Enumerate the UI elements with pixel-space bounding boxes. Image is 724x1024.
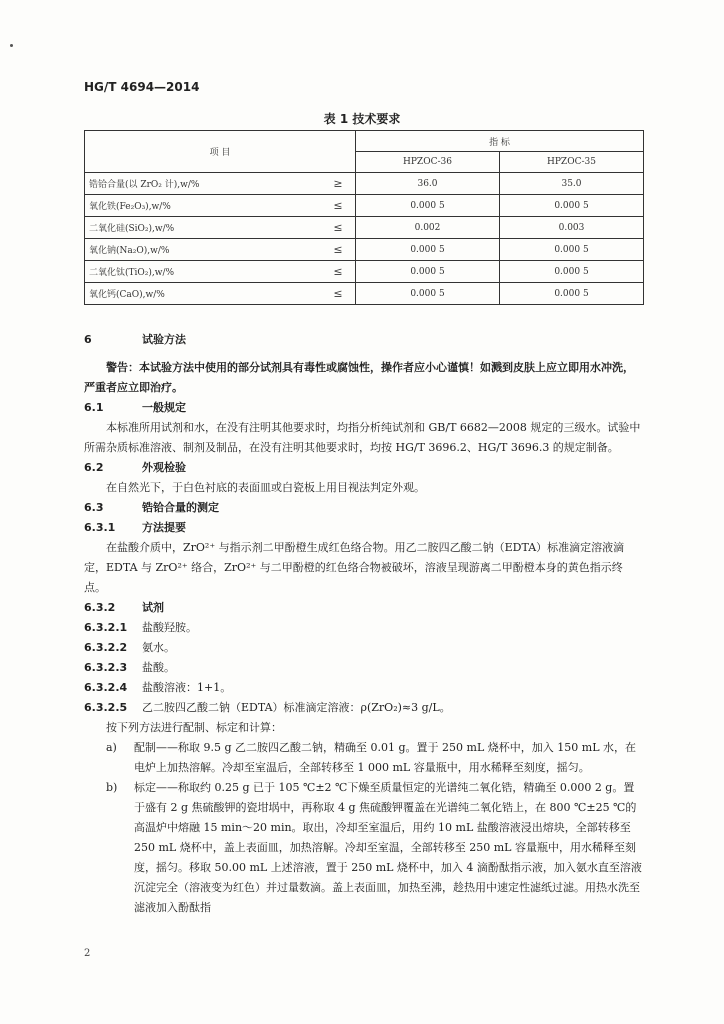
- table-header-item: 项 目: [85, 131, 356, 173]
- section-6-heading: [84, 330, 644, 350]
- row-symbol: ≤: [321, 261, 356, 283]
- row-value: 0.000 5: [356, 261, 500, 283]
- reagent-text: 乙二胺四乙酸二钠（EDTA）标准滴定溶液：ρ(ZrO₂)≈3 g/L。: [142, 701, 451, 714]
- section-6-1-text: 本标准所用试剂和水，在没有注明其他要求时，均指分析纯试剂和 GB/T 6682—2008 规定的三级水。试验中所需杂质标准溶液、制剂及制品，在没有注明其他要求时，均按 HG/T 3696.2、HG/T 3696.3 的规定制备。: [84, 421, 641, 454]
- row-value: 0.003: [500, 217, 644, 239]
- reagent-text: 盐酸羟胺。: [142, 621, 197, 634]
- table-row: [85, 217, 644, 239]
- row-name: 氧化铁(Fe₂O₃),w/%: [85, 195, 322, 217]
- row-symbol: ≤: [321, 217, 356, 239]
- row-name: 氧化钠(Na₂O),w/%: [85, 239, 322, 261]
- section-6-2-heading: [84, 458, 644, 478]
- section-title: 方法提要: [142, 521, 186, 534]
- section-number: 6.3: [84, 501, 104, 514]
- section-number: 6.2: [84, 461, 104, 474]
- table-row: [85, 239, 644, 261]
- page-number: 2: [84, 948, 91, 959]
- section-number: 6.3.1: [84, 521, 116, 534]
- row-value: 0.000 5: [500, 195, 644, 217]
- item-text: 配制——称取 9.5 g 乙二胺四乙酸二钠，精确至 0.01 g。置于 250 mL 烧杯中，加入 150 mL 水，在电炉上加热溶解。冷却至室温后，全部转移至 1 000 mL 容量瓶中，用水稀释至刻度，摇匀。: [134, 741, 636, 774]
- section-title: 锆铪合量的测定: [142, 501, 219, 514]
- section-number: 6.3.2.5: [84, 701, 128, 714]
- row-value: 0.000 5: [500, 261, 644, 283]
- section-6-3-1-text: 在盐酸介质中，ZrO²⁺ 与指示剂二甲酚橙生成红色络合物。用乙二胺四乙酸二钠（EDTA）标准滴定溶液滴定，EDTA 与 ZrO²⁺ 络合，ZrO²⁺ 与二甲酚橙的红色络合物被破坏，溶液呈现游离二甲酚橙本身的黄色指示终点。: [84, 541, 625, 594]
- scan-speck: [10, 44, 13, 47]
- row-symbol: ≥: [321, 173, 356, 195]
- table-title: 表 1 技术要求: [323, 112, 401, 126]
- section-number: 6.3.2.4: [84, 681, 128, 694]
- procedure-intro: 按下列方法进行配制、标定和计算：: [106, 721, 282, 734]
- row-value: 0.000 5: [356, 239, 500, 261]
- section-number: 6: [84, 333, 92, 346]
- row-name: 二氧化钛(TiO₂),w/%: [85, 261, 322, 283]
- item-text: 标定——称取约 0.25 g 已于 105 ℃±2 ℃下燥至质量恒定的光谱纯二氧化锆，精确至 0.000 2 g。置于盛有 2 g 焦硫酸钾的瓷坩埚中，再称取 4 g 焦硫酸钾覆盖在光谱纯二氧化锆上，在 800 ℃±25 ℃的高温炉中熔融 15 min～20 min。取出，冷却至室温后，用约 10 mL 盐酸溶液浸出熔块，全部转移至 250 mL 烧杯中，盖上表面皿，加热溶解。冷却至室温，全部转移至 250 mL 容量瓶中，用水稀释至刻度，摇匀。移取 50.00 mL 上述溶液，置于 250 mL 烧杯中，加入 4 滴酚酞指示液，加入氨水直至溶液沉淀完全（溶液变为红色）并过量数滴。盖上表面皿，加热至沸，趁热用中速定性滤纸过滤。用热水洗至滤液加入酚酞指: [134, 781, 642, 914]
- table-row: [85, 283, 644, 305]
- section-6-2-text: 在自然光下，于白色衬底的表面皿或白瓷板上用目视法判定外观。: [106, 481, 425, 494]
- section-title: 试验方法: [142, 333, 186, 346]
- reagent-text: 盐酸。: [142, 661, 175, 674]
- reagent-item: [84, 658, 644, 678]
- row-name: 氧化钙(CaO),w/%: [85, 283, 322, 305]
- row-value: 0.000 5: [500, 239, 644, 261]
- table-header-index: 指 标: [356, 131, 644, 152]
- reagent-item: [84, 678, 644, 698]
- section-6-3-1-heading: [84, 518, 644, 538]
- spec-table: [84, 130, 644, 305]
- section-number: 6.3.2.3: [84, 661, 128, 674]
- section-number: 6.1: [84, 401, 104, 414]
- row-value: 0.002: [356, 217, 500, 239]
- row-symbol: ≤: [321, 239, 356, 261]
- section-number: 6.3.2: [84, 601, 116, 614]
- procedure-item-a: [84, 738, 644, 778]
- row-symbol: ≤: [321, 283, 356, 305]
- document-body: [84, 330, 644, 918]
- procedure-item-b: [84, 778, 644, 918]
- row-name: 锆铪合量(以 ZrO₂ 计),w/%: [85, 173, 322, 195]
- item-label: b): [106, 781, 118, 794]
- row-value: 36.0: [356, 173, 500, 195]
- grade-header: HPZOC-35: [500, 152, 644, 173]
- table-row: [85, 195, 644, 217]
- row-value: 0.000 5: [356, 195, 500, 217]
- section-title: 一般规定: [142, 401, 186, 414]
- section-title: 试剂: [142, 601, 164, 614]
- section-number: 6.3.2.2: [84, 641, 128, 654]
- reagent-item: [84, 638, 644, 658]
- reagent-text: 氨水。: [142, 641, 175, 654]
- section-number: 6.3.2.1: [84, 621, 128, 634]
- warning-paragraph: 警告：本试验方法中使用的部分试剂具有毒性或腐蚀性，操作者应小心谨慎！如溅到皮肤上应立即用水冲洗，严重者应立即治疗。: [84, 361, 634, 394]
- row-name: 二氧化硅(SiO₂),w/%: [85, 217, 322, 239]
- section-title: 外观检验: [142, 461, 186, 474]
- section-6-3-heading: [84, 498, 644, 518]
- grade-header: HPZOC-36: [356, 152, 500, 173]
- row-symbol: ≤: [321, 195, 356, 217]
- row-value: 0.000 5: [500, 283, 644, 305]
- table-row: [85, 261, 644, 283]
- reagent-item: [84, 618, 644, 638]
- item-label: a): [106, 741, 117, 754]
- reagent-item: [84, 698, 644, 718]
- reagent-text: 盐酸溶液：1+1。: [142, 681, 232, 694]
- row-value: 35.0: [500, 173, 644, 195]
- table-row: [85, 173, 644, 195]
- section-6-3-2-heading: [84, 598, 644, 618]
- row-value: 0.000 5: [356, 283, 500, 305]
- section-6-1-heading: [84, 398, 644, 418]
- standard-code: HG/T 4694—2014: [84, 80, 200, 94]
